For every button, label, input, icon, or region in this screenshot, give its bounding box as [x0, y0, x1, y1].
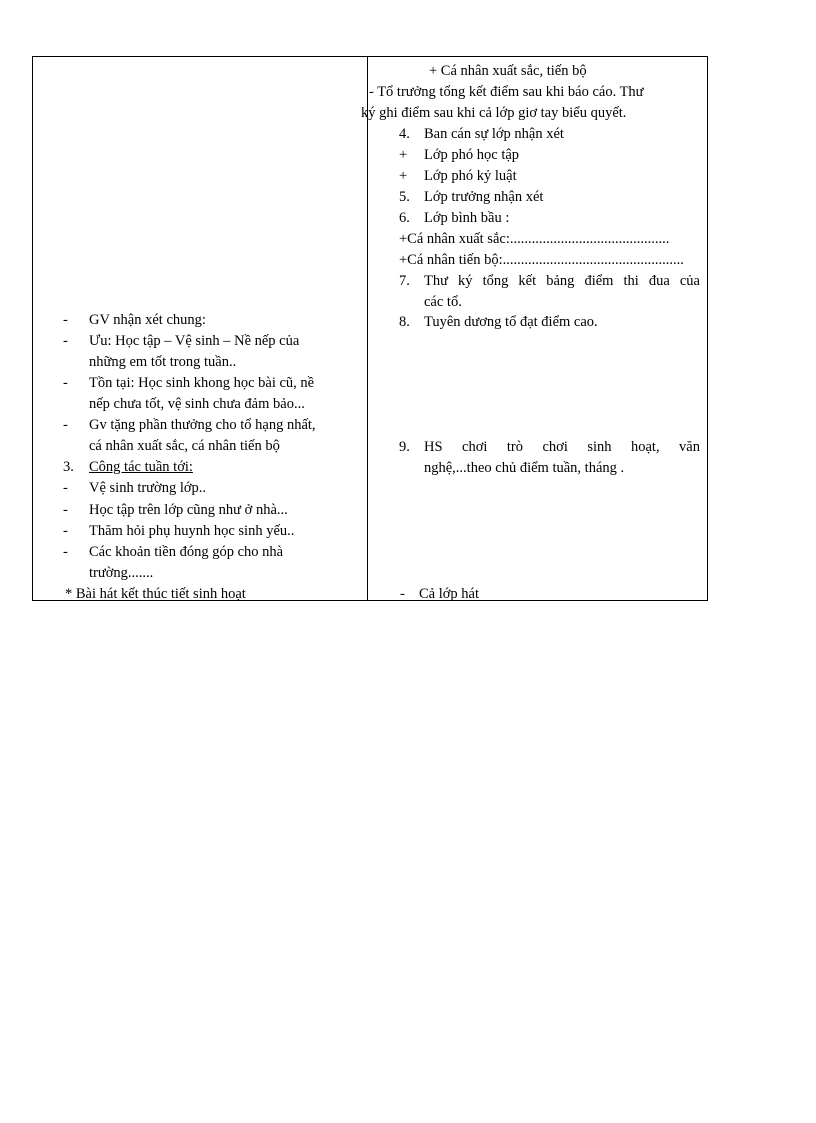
- task-fees-line-1: Các khoản tiền đóng góp cho nhà: [89, 544, 284, 560]
- bullet-dash: -: [63, 480, 68, 496]
- item-number: 4.: [399, 126, 410, 142]
- item-4a-text: Lớp phó học tập: [424, 147, 520, 163]
- plus-marker: +: [399, 168, 408, 184]
- awards-line-1: Gv tặng phần thưởng cho tổ hạng nhất,: [89, 417, 316, 433]
- strengths-line-1: Ưu: Học tập – Vệ sinh – Nề nếp của: [89, 333, 300, 349]
- item-9-text-line-1: HS chơi trò chơi sinh hoạt, văn: [424, 439, 700, 455]
- bullet-dash: -: [63, 417, 68, 433]
- weaknesses-line-2: nếp chưa tốt, vệ sinh chưa đảm bảo...: [89, 396, 305, 412]
- bullet-dash: -: [63, 312, 68, 328]
- individual-award-line: + Cá nhân xuất sắc, tiến bộ: [429, 63, 587, 79]
- item-5-text: Lớp trưởng nhận xét: [424, 189, 544, 205]
- item-number: 8.: [399, 314, 410, 330]
- item-number: 5.: [399, 189, 410, 205]
- next-week-heading: Công tác tuần tới:: [89, 459, 193, 475]
- item-4b-text: Lớp phó kỷ luật: [424, 168, 517, 184]
- item-9-text-line-2: nghệ,...theo chủ điểm tuần, tháng .: [424, 460, 625, 476]
- activity-table: [32, 56, 708, 601]
- bullet-dash: -: [63, 333, 68, 349]
- awards-line-2: cá nhân xuất sắc, cá nhân tiến bộ: [89, 438, 280, 454]
- column-divider: [367, 57, 368, 600]
- task-study: Học tập trên lớp cũng như ở nhà...: [89, 502, 288, 518]
- item-7-text-line-1: Thư ký tổng kết bảng điểm thi đua của: [424, 273, 700, 289]
- task-cleaning: Vệ sinh trường lớp..: [89, 480, 207, 496]
- closing-song-note: * Bài hát kết thúc tiết sinh hoạt: [65, 586, 246, 602]
- item-8-text: Tuyên dương tổ đạt điểm cao.: [424, 314, 598, 330]
- class-sings-text: Cả lớp hát: [419, 586, 480, 602]
- progress-individual-line: +Cá nhân tiến bộ:..................................................: [399, 252, 684, 268]
- section-number: 3.: [63, 459, 74, 475]
- strengths-line-2: những em tốt trong tuần..: [89, 354, 237, 370]
- bullet-dash: -: [63, 544, 68, 560]
- item-number: 6.: [399, 210, 410, 226]
- bullet-dash: -: [400, 586, 405, 602]
- item-4-text: Ban cán sự lớp nhận xét: [424, 126, 564, 142]
- bullet-dash: -: [63, 523, 68, 539]
- item-7-text-line-2: các tổ.: [424, 294, 462, 310]
- item-6-text: Lớp bình bầu :: [424, 210, 510, 226]
- group-leader-summary-line-1: - Tổ trưởng tổng kết điểm sau khi báo cáo. Thư: [369, 84, 644, 100]
- bullet-dash: -: [63, 375, 68, 391]
- item-number: 7.: [399, 273, 410, 289]
- excellent-individual-line: +Cá nhân xuất sắc:............................................: [399, 231, 670, 247]
- task-fees-line-2: trường.......: [89, 565, 154, 581]
- bullet-dash: -: [63, 502, 68, 518]
- weaknesses-line-1: Tồn tại: Học sinh khong học bài cũ, nề: [89, 375, 315, 391]
- teacher-comment-heading: GV nhận xét chung:: [89, 312, 206, 328]
- task-visit-parents: Thăm hỏi phụ huynh học sinh yếu..: [89, 523, 295, 539]
- plus-marker: +: [399, 147, 408, 163]
- group-leader-summary-line-2: ký ghi điểm sau khi cả lớp giơ tay biểu quyết.: [361, 105, 627, 121]
- item-number: 9.: [399, 439, 410, 455]
